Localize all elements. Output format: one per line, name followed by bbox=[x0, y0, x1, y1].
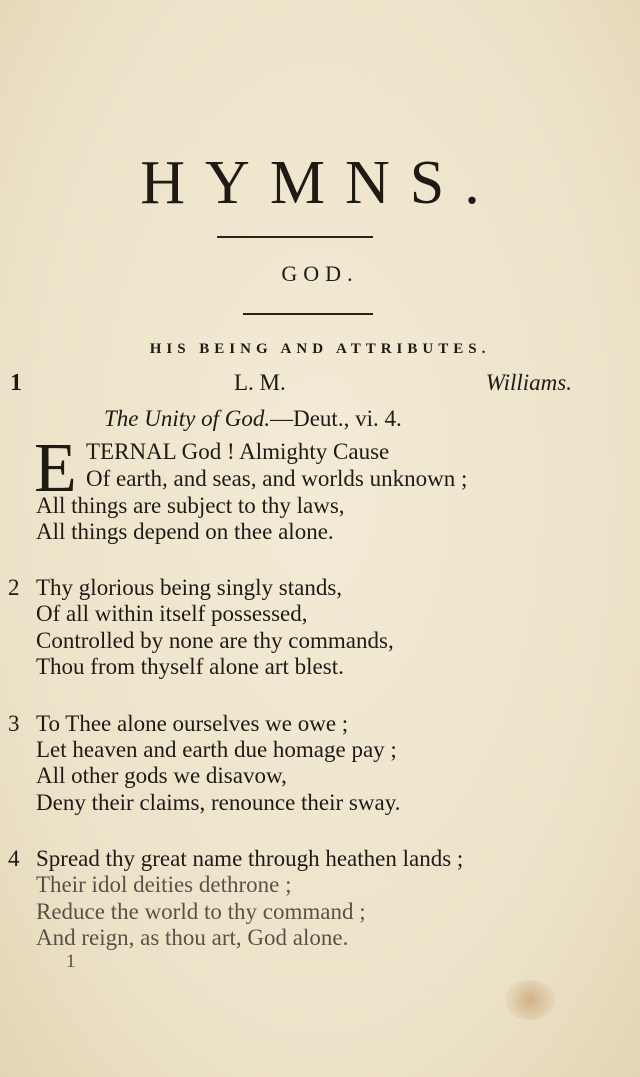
verse-line: Of earth, and seas, and worlds unknown ; bbox=[86, 466, 468, 491]
verse-line: Reduce the world to thy command ; bbox=[36, 899, 366, 924]
verse-line: All things depend on thee alone. bbox=[36, 519, 334, 544]
section-heading: GOD. bbox=[281, 261, 359, 286]
verse-line: Controlled by none are thy commands, bbox=[36, 628, 394, 653]
subsection-heading: HIS BEING AND ATTRIBUTES. bbox=[149, 341, 491, 357]
signature-mark: 1 bbox=[66, 951, 76, 972]
verse-line: Thou from thyself alone art blest. bbox=[36, 654, 344, 679]
theme-title: The Unity of God. bbox=[104, 406, 271, 431]
hymn-number: 1 bbox=[10, 370, 22, 396]
drop-cap: E bbox=[34, 430, 77, 507]
verse-line: Spread thy great name through heathen lands ; bbox=[36, 846, 464, 871]
verse-line: And reign, as thou art, God alone. bbox=[36, 925, 349, 950]
verse-line: Their idol deities dethrone ; bbox=[36, 872, 292, 897]
verse-number: 3 bbox=[8, 711, 20, 736]
verse-line: TERNAL God ! Almighty Cause bbox=[86, 439, 390, 464]
verse-line: All things are subject to thy laws, bbox=[36, 493, 345, 518]
verse-line: Thy glorious being singly stands, bbox=[36, 575, 343, 600]
paper-stain bbox=[505, 980, 555, 1020]
title-rule bbox=[217, 236, 373, 238]
hymn-author: Williams. bbox=[485, 370, 572, 395]
theme-reference: —Deut., vi. 4. bbox=[270, 406, 402, 431]
hymn-meter: L. M. bbox=[234, 370, 286, 395]
verse-number: 2 bbox=[8, 575, 20, 600]
verse-line: Deny their claims, renounce their sway. bbox=[36, 790, 401, 815]
verse-line: To Thee alone ourselves we owe ; bbox=[36, 711, 349, 736]
verse-line: All other gods we disavow, bbox=[36, 763, 287, 788]
verse-line: Of all within itself possessed, bbox=[36, 601, 308, 626]
section-rule bbox=[243, 313, 373, 315]
verse-line: Let heaven and earth due homage pay ; bbox=[36, 737, 397, 762]
page-title: HYMNS. bbox=[140, 149, 500, 217]
hymn-theme bbox=[104, 404, 402, 434]
verse-number: 4 bbox=[8, 846, 20, 871]
